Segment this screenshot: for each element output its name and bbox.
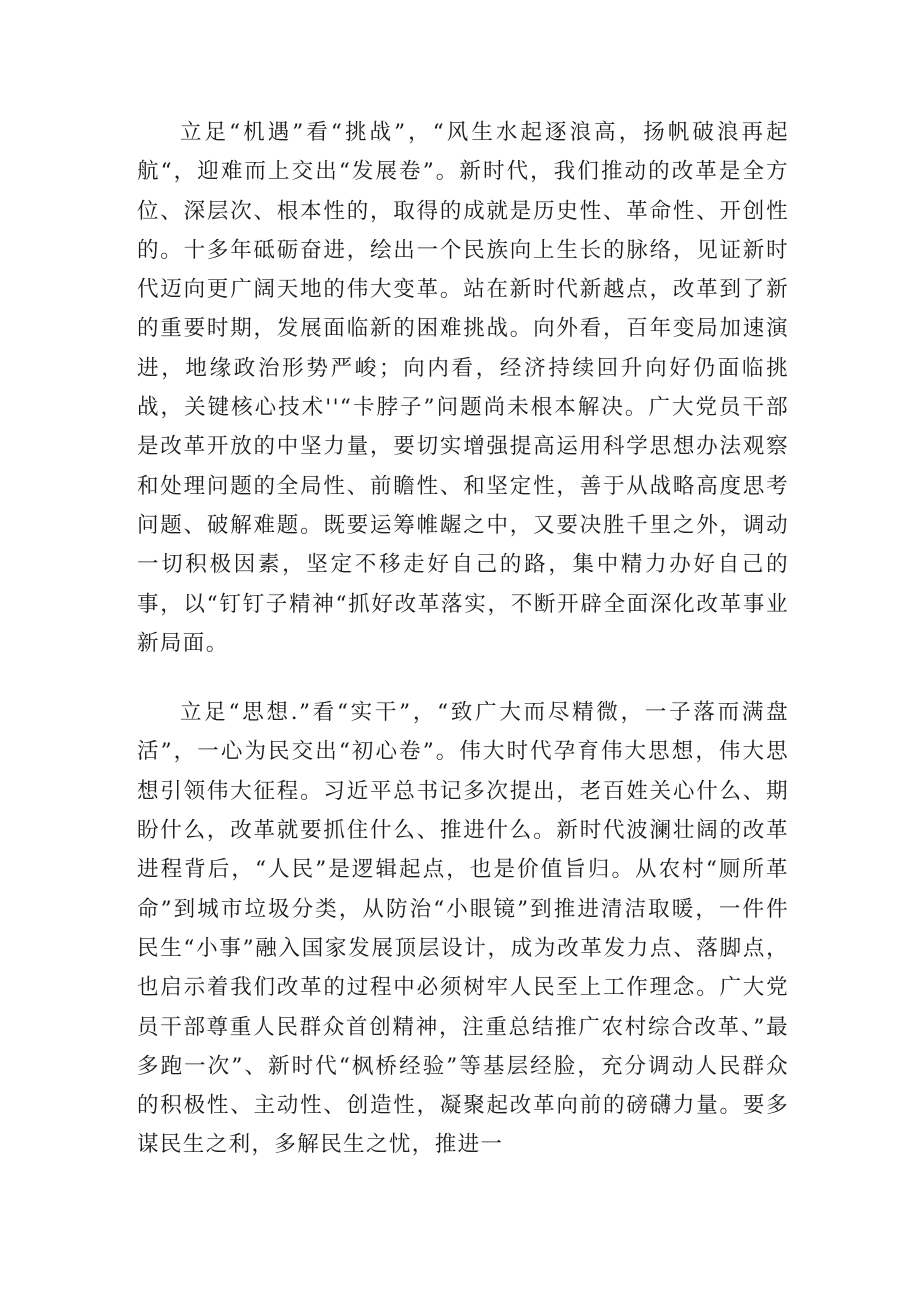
paragraph-thought-action: 立足“思想.”看“实干”，“致广大而尽精微，一子落而满盘活”，一心为民交出“初心卷”。伟大时代孕育伟大思想，伟大思想引领伟大征程。习近平总书记多次提出，老百姓关心什么、期盼什么，改革就要抓住什么、推进什么。新时代波澜壮阔的改革进程背后，“人民”是逻辑起点，也是价值旨归。从农村“厕所革命”到城市垃圾分类，从防治“小眼镜”到推进清洁取暖，一件件民生“小事”融入国家发展顶层设计，成为改革发力点、落脚点，也启示着我们改革的过程中必须树牢人民至上工作理念。广大党员干部尊重人民群众首创精神，注重总结推广农村综合改革、”最多跑一次”、新时代“枫桥经验”等基层经脸，充分调动人民群众的积极性、主动性、创造性，凝聚起改革向前的磅礴力量。要多谋民生之利，多解民生之忧，推进一 bbox=[137, 700, 789, 1158]
paragraph-opportunity-challenge: 立足“机遇”看“挑战”，“风生水起逐浪高，扬帆破浪再起航“，迎难而上交出“发展卷”。新时代，我们推动的改革是全方位、深层次、根本性的，取得的成就是历史性、革命性、开创性的。十多年砥砺奋进，绘出一个民族向上生长的脉络，见证新时代迈向更广阔天地的伟大变革。站在新时代新越点，改革到了新的重要时期，发展面临新的困难挑战。向外看，百年变局加速演进，地缘政治形势严峻；向内看，经济持续回升向好仍面临挑战，关键核心技术''“卡脖子”问题尚未根本解决。广大党员干部是改革开放的中坚力量，要切实增强提高运用科学思想办法观察和处理问题的全局性、前瞻性、和坚定性，善于从战略高度思考问题、破解难题。既要运筹帷龌之中，又要决胜千里之外，调动一切积极因素，坚定不移走好自己的路，集中精力办好自己的事，以“钉钉子精神“抓好改革落实，不断开辟全面深化改革事业新局面。 bbox=[137, 120, 789, 656]
document-body bbox=[137, 113, 789, 1165]
